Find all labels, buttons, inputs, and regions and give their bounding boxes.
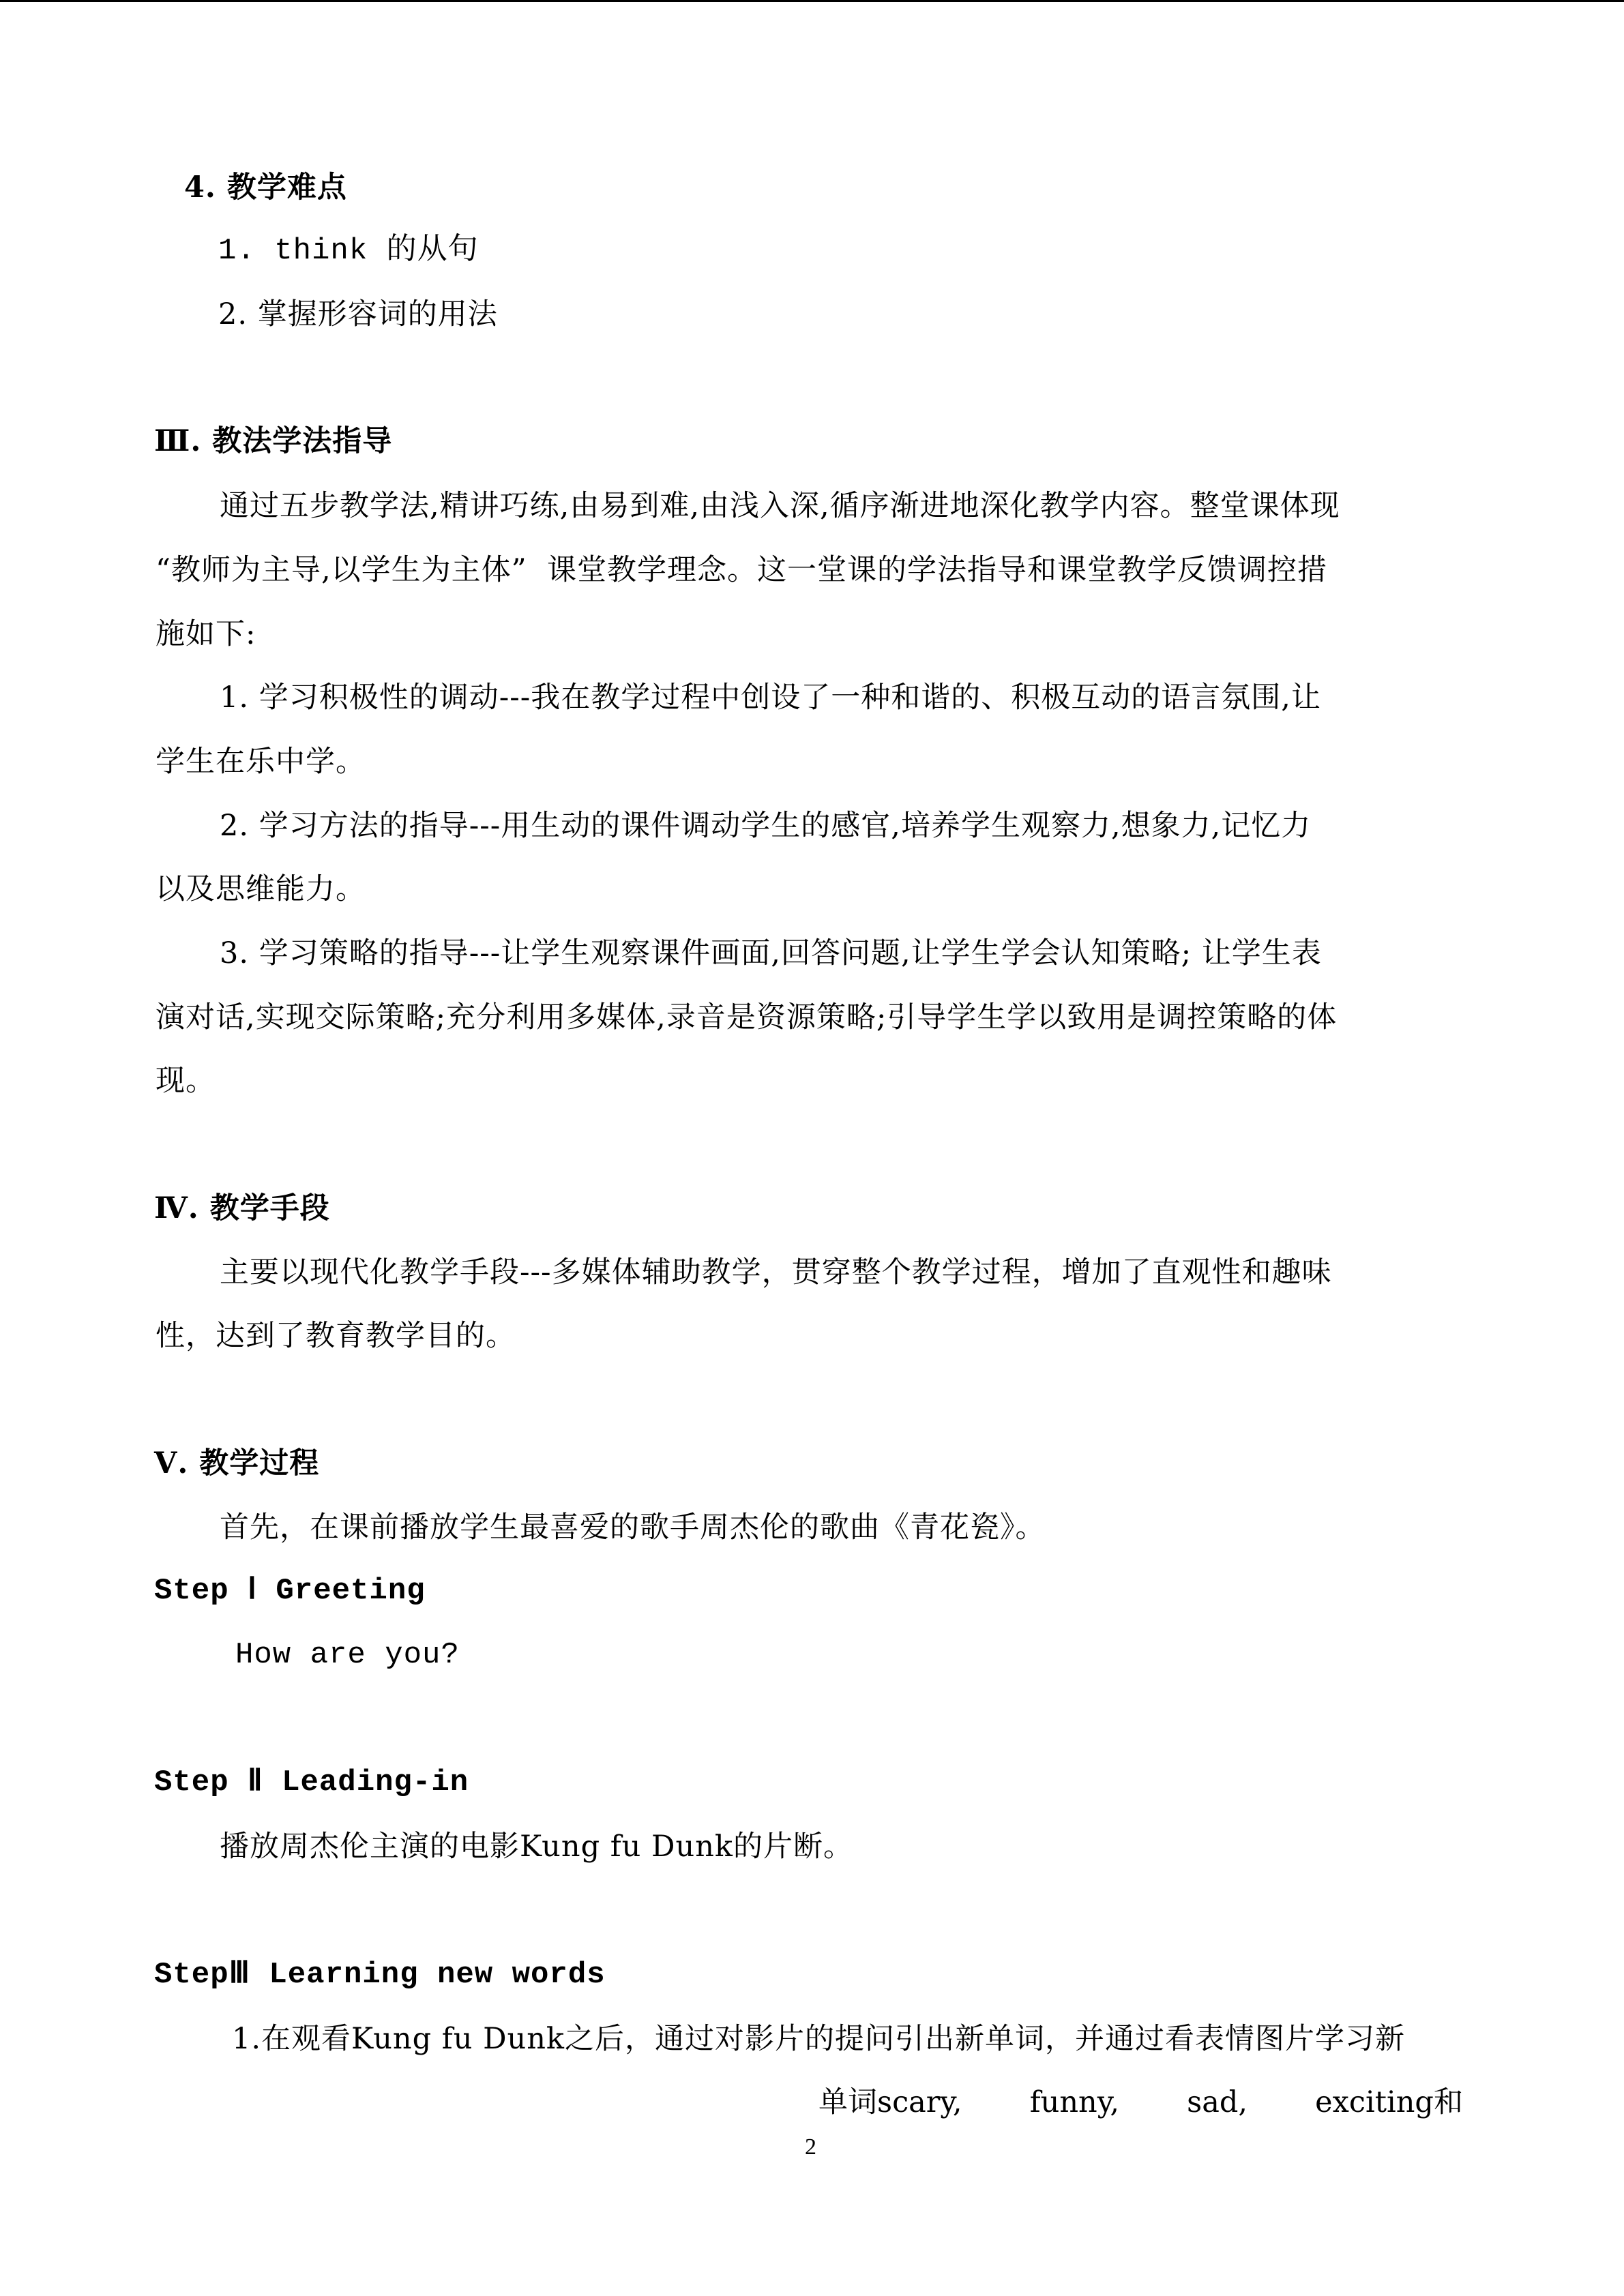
methods-item-3-line-2: 演对话,实现交际策略;充分利用多媒体,录音是资源策略;引导学生学以致用是调控策略的体 bbox=[156, 1000, 1338, 1034]
section-heading-difficulties: 4. 教学难点 bbox=[184, 170, 347, 205]
process-intro: 首先，在课前播放学生最喜爱的歌手周杰伦的歌曲《青花瓷》。 bbox=[220, 1510, 1046, 1545]
step-3-word-1: 单词scary, bbox=[818, 2085, 962, 2119]
methods-intro-line-3: 施如下: bbox=[156, 617, 256, 651]
difficulty-item-2: 2. 掌握形容词的用法 bbox=[218, 297, 498, 331]
section-heading-means: Ⅳ. 教学手段 bbox=[154, 1191, 330, 1225]
methods-item-2-line-1: 2. 学习方法的指导---用生动的课件调动学生的感官,培养学生观察力,想象力,记忆力 bbox=[220, 809, 1312, 843]
step-3-line-2 bbox=[818, 2082, 1463, 2123]
top-border-rule bbox=[0, 0, 1624, 2]
methods-item-3-line-3: 现。 bbox=[156, 1064, 216, 1098]
step-3-title: StepⅢ Learning new words bbox=[154, 1958, 606, 1992]
methods-item-1-line-2: 学生在乐中学。 bbox=[156, 745, 366, 779]
step-1-title: Step Ⅰ Greeting bbox=[154, 1574, 426, 1608]
section-heading-process: Ⅴ. 教学过程 bbox=[154, 1446, 320, 1480]
step-2-text: 播放周杰伦主演的电影Kung fu Dunk的片断。 bbox=[220, 1830, 853, 1864]
methods-item-3-line-1: 3. 学习策略的指导---让学生观察课件画面,回答问题,让学生学会认知策略; 让学生表 bbox=[220, 936, 1322, 970]
means-line-2: 性，达到了教育教学目的。 bbox=[156, 1319, 516, 1353]
section-heading-methods: Ⅲ. 教法学法指导 bbox=[154, 424, 393, 458]
step-3-line-1: 1.在观看Kung fu Dunk之后，通过对影片的提问引出新单词，并通过看表情图片学习新 bbox=[232, 2022, 1405, 2056]
difficulty-item-1: 1. think 的从句 bbox=[218, 234, 479, 268]
methods-intro-line-1: 通过五步教学法,精讲巧练,由易到难,由浅入深,循序渐进地深化教学内容。整堂课体现 bbox=[220, 489, 1340, 523]
page-number: 2 bbox=[805, 2134, 816, 2160]
methods-item-1-line-1: 1. 学习积极性的调动---我在教学过程中创设了一种和谐的、积极互动的语言氛围,让 bbox=[220, 681, 1321, 715]
means-line-1: 主要以现代化教学手段---多媒体辅助教学，贯穿整个教学过程，增加了直观性和趣味 bbox=[220, 1255, 1332, 1289]
step-3-word-2: funny, bbox=[1029, 2085, 1119, 2119]
step-1-text: How are you? bbox=[235, 1638, 460, 1672]
methods-intro-line-2: “教师为主导,以学生为主体” 课堂教学理念。这一堂课的学法指导和课堂教学反馈调控措 bbox=[156, 553, 1327, 587]
step-3-word-3: sad, bbox=[1187, 2085, 1248, 2119]
step-2-title: Step Ⅱ Leading-in bbox=[154, 1765, 469, 1800]
step-3-word-4: exciting和 bbox=[1315, 2085, 1463, 2119]
methods-item-2-line-2: 以及思维能力。 bbox=[156, 872, 366, 906]
